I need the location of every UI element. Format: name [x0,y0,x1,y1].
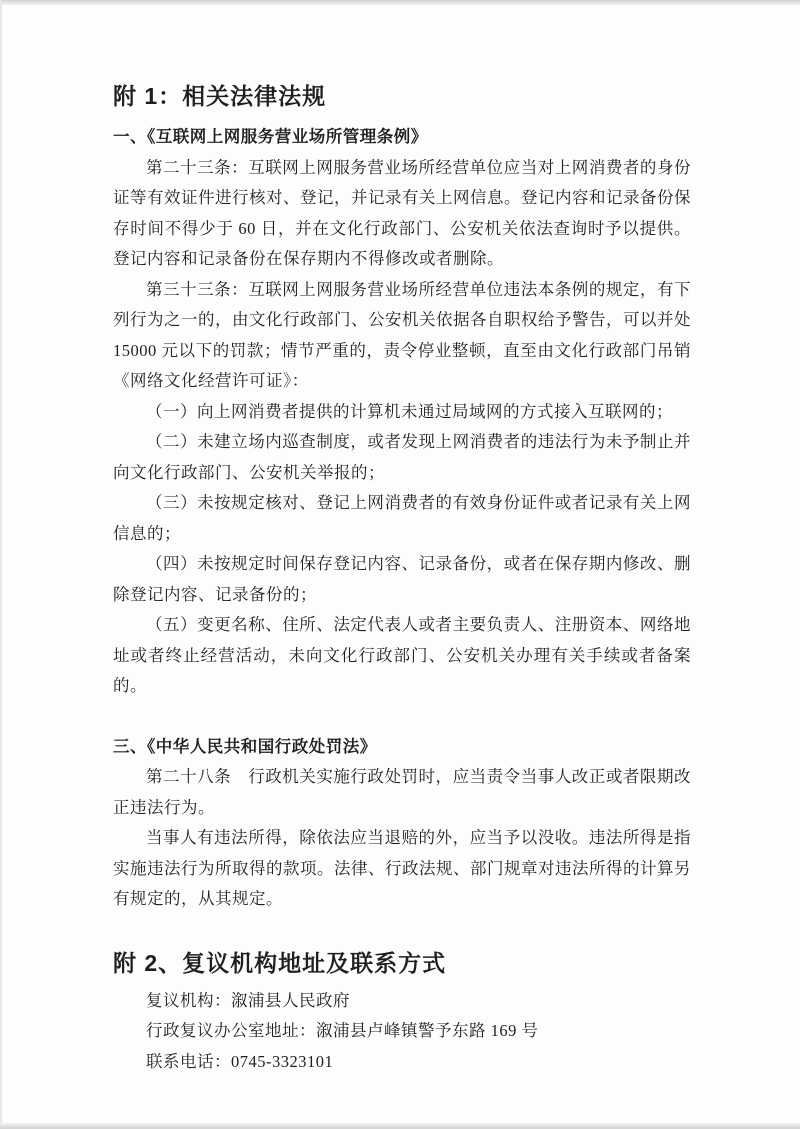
law2-illegal-gains-paragraph: 当事人有违法所得，除依法应当退赔的外，应当予以没收。违法所得是指实施违法行为所取得的款项。法律、行政法规、部门规章对违法所得的计算另有规定的，从其规定。 [113,828,691,908]
review-office-address-line: 行政复议办公室地址：溆浦县卢峰镇警予东路 169 号 [146,1021,539,1040]
attachment2-heading: 附 2、复议机构地址及联系方式 [113,949,447,976]
contact-phone-line: 联系电话：0745-3323101 [146,1051,334,1071]
attachment1-heading: 附 1：相关法律法规 [113,83,327,109]
law1-item2-paragraph: （二）未建立场内巡查制度，或者发现上网消费者的违法行为未予制止并向文化行政部门、公安机关举报的； [113,432,691,482]
review-organ-line: 复议机构：溆浦县人民政府 [146,990,350,1010]
scan-edge-top [0,0,800,5]
document-body [113,82,691,1077]
scan-edge-bottom [0,1123,800,1129]
law2-title: 三、《中华人民共和国行政处罚法》 [113,737,377,756]
law1-item1-paragraph: （一）向上网消费者提供的计算机未通过局域网的方式接入互联网的； [146,401,673,421]
law1-item5-paragraph: （五）变更名称、住所、法定代表人或者主要负责人、注册资本、网络地址或者终止经营活动，未向文化行政部门、公安机关办理有关手续或者备案的。 [113,615,691,695]
law1-title: 一、《互联网上网服务营业场所管理条例》 [113,128,428,146]
law1-item4-paragraph: （四）未按规定时间保存登记内容、记录备份，或者在保存期内修改、删除登记内容、记录备份的； [113,554,691,604]
scan-edge-left [0,0,2,1129]
law1-article23-paragraph: 第二十三条：互联网上网服务营业场所经营单位应当对上网消费者的身份证等有效证件进行核对、登记，并记录有关上网信息。登记内容和记录备份保存时间不得少于 60 日，并在文化行政部门、公安机关依法查询时予以提供。登记内容和记录备份在保存期内不得修改或者删除。 [113,157,691,268]
law1-article33-paragraph: 第三十三条：互联网上网服务营业场所经营单位违法本条例的规定，有下列行为之一的，由文化行政部门、公安机关依据各自职权给予警告，可以并处 15000 元以下的罚款；情节严重的，责令停业整顿，直至由文化行政部门吊销《网络文化经营许可证》： [113,279,691,390]
law2-article28-paragraph: 第二十八条 行政机关实施行政处罚时，应当责令当事人改正或者限期改正违法行为。 [113,767,691,817]
law1-item3-paragraph: （三）未按规定核对、登记上网消费者的有效身份证件或者记录有关上网信息的； [113,493,691,543]
